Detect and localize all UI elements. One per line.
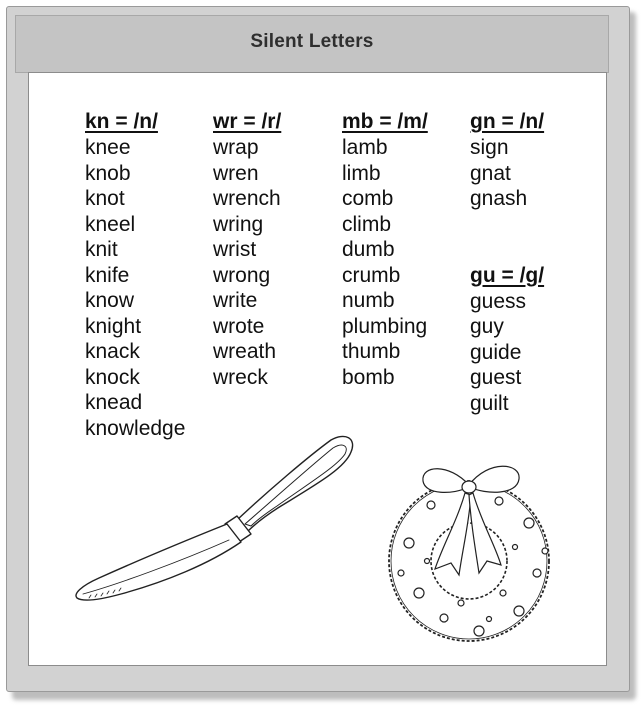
knife-icon: [69, 428, 359, 608]
word: dumb: [342, 238, 395, 261]
word: wrist: [213, 238, 257, 261]
column-header: wr = /r/: [213, 110, 282, 133]
word: wrote: [213, 314, 265, 338]
word: knee: [85, 136, 131, 159]
word: know: [85, 289, 135, 312]
word: wrong: [213, 263, 271, 287]
word: knife: [85, 263, 130, 287]
word: comb: [342, 187, 394, 210]
word: kneel: [85, 212, 136, 236]
column-gn-gu: [470, 109, 544, 416]
word-list-panel: [28, 72, 607, 666]
word: plumbing: [342, 314, 428, 338]
word: thumb: [342, 340, 401, 363]
word: limb: [342, 161, 381, 185]
column-header: gu = /g/: [470, 263, 545, 287]
word: wren: [213, 161, 259, 185]
word: wrench: [213, 187, 281, 210]
word: gnat: [470, 161, 511, 185]
column-header: mb = /m/: [342, 110, 428, 133]
column-kn: [85, 109, 185, 441]
word: guide: [470, 340, 522, 364]
word: knit: [85, 238, 118, 261]
word: guest: [470, 366, 522, 389]
word: sign: [470, 136, 509, 159]
word: wrap: [213, 136, 259, 159]
word: knowledge: [85, 416, 186, 440]
word: gnash: [470, 187, 528, 210]
title-band: [15, 15, 609, 73]
wreath-icon: [369, 443, 569, 643]
word: crumb: [342, 263, 401, 287]
word: write: [213, 289, 258, 312]
word: knock: [85, 365, 140, 389]
word: wreck: [213, 365, 268, 389]
word: wreath: [213, 340, 277, 363]
column-mb: [342, 109, 428, 390]
word: climb: [342, 212, 392, 236]
word: lamb: [342, 136, 388, 159]
column-wr: [213, 109, 281, 390]
word: guess: [470, 289, 527, 313]
column-header: kn = /n/: [85, 110, 158, 133]
word: knack: [85, 340, 140, 363]
word: knead: [85, 391, 143, 414]
word: knot: [85, 187, 125, 210]
word: guy: [470, 315, 504, 338]
word: guilt: [470, 391, 509, 415]
word: wring: [213, 212, 264, 236]
word: knob: [85, 161, 131, 185]
column-header: gn = /n/: [470, 110, 545, 133]
word: knight: [85, 314, 142, 338]
page-title: Silent Letters: [250, 31, 374, 52]
word: numb: [342, 289, 395, 312]
word: bomb: [342, 365, 395, 389]
